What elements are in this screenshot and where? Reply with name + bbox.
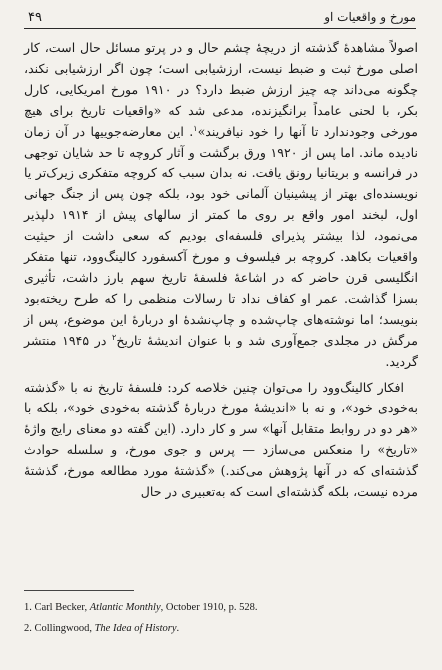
footnote xyxy=(24,597,418,618)
footnote-text: , October 1910, p. 528. xyxy=(160,602,258,613)
paragraph xyxy=(24,378,418,503)
running-title: مورخ و واقعیات او xyxy=(324,10,416,24)
footnote-title: Atlantic Monthly xyxy=(89,602,161,613)
footnote xyxy=(24,618,418,639)
text-run: اصولاً مشاهدهٔ گذشته از دریچهٔ چشم حال و در پرتو مسائل حال است، کار اصلی مورخ ثبت و ضبط نیست، ارزشیابی است؛ چون اگر ارزشیابی نکند، چگونه می‌داند چه چیز ارزش ضبط دارد؟ در ۱۹۱۰ مورخ امریکایی، کارل بکر، با لحنی عامداً برانگیزنده، مدعی شد که «واقعیات تاریخ برای هیچ مورخی وجودندارد تا آنها را خود نیافریند» xyxy=(24,40,418,139)
footnote-text: . xyxy=(176,623,180,634)
footnotes xyxy=(24,597,418,639)
paragraph xyxy=(24,38,418,373)
footnote-text: 2. Collingwood, xyxy=(24,623,95,634)
footnote-marker: ۱ xyxy=(193,123,198,133)
page-header xyxy=(24,8,416,29)
footnote-title: The Idea of History xyxy=(94,623,177,634)
page-number: ۴۹ xyxy=(28,10,42,25)
text-run: . این معارضه‌جوییها در آن زمان نادیده ماند. اما پس از ۱۹۲۰ ورق برگشت و آثار کروچه تا حد شایان توجهی در فرانسه و بریتانیا رونق یافت. نه بدان سبب که کروچه متفکری زیرک‌تر یا نویسنده‌ای بهتر از پیشینیان آلمانی خود بود، بلکه چون پس از جنگ جهانی اول، لبخند امور واقع بر روی ما کمتر از سالهای پیش از ۱۹۱۴ دلپذیر می‌نمود، لذا بیشتر پذیرای فلسفه‌ای بودیم که سعی داشت از حیثیت واقعیات بکاهد. کروچه بر فیلسوف و مورخ آکسفورد کالینگ‌وود، تنها متفکر انگلیسی قرن حاضر که در اشاعهٔ فلسفهٔ تاریخ سهم بارز داشت، تأثیری بسزا گذاشت. عمر او کفاف نداد تا رسالات منظمی را که طرح ریخته‌بود بنویسد؛ اما نوشته‌های چاپ‌شده و چاپ‌نشدهٔ او دربارهٔ این موضوع، پس از مرگش در مجلدی جمع‌آوری شد و با عنوان اندیشهٔ تاریخ xyxy=(24,123,418,348)
text-run: در ۱۹۴۵ منتشر گردید. xyxy=(24,332,418,369)
text-run: افکار کالینگ‌وود را می‌توان چنین خلاصه کرد: فلسفهٔ تاریخ نه با «گذشته به‌خودی خود»، و نه با «اندیشهٔ مورخ دربارهٔ گذشته به‌خودی خود»، بلکه با «هر دو در روابط متقابل آنها» سر و کار دارد. (این گفته دو معنای رایج واژهٔ «تاریخ» را منعکس می‌سازد — پرس و جوی مورخ، و سلسله حوادث گذشته‌ای که در آنها پژوهش می‌کند.) «گذشتهٔ مورد مطالعه مورخ، گذشتهٔ مرده نیست، بلکه گذشته‌ای است که به‌تعبیری در حال xyxy=(24,379,418,500)
footnote-marker: ۲ xyxy=(112,332,117,342)
footnote-text: 1. Carl Becker, xyxy=(24,602,90,613)
body-text xyxy=(24,38,418,503)
footnote-divider xyxy=(24,590,134,591)
